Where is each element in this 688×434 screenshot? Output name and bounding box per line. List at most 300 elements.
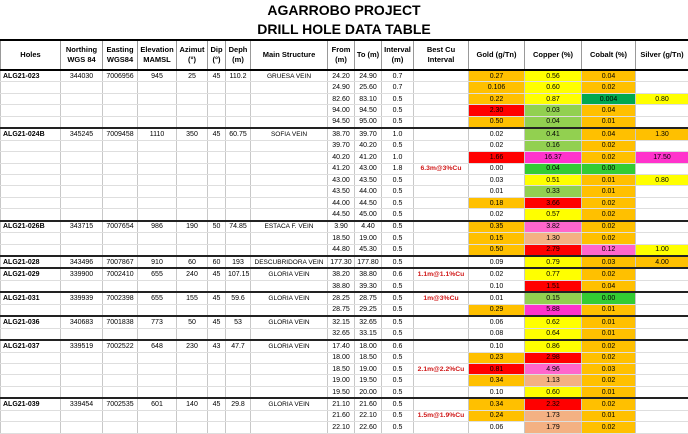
easting-cell: 7001838 — [103, 316, 138, 328]
easting-cell — [103, 280, 138, 292]
copper-cell: 0.77 — [525, 268, 582, 280]
best-interval-cell: 6.3m@3%Cu — [414, 163, 469, 174]
gold-cell: 0.02 — [469, 209, 525, 221]
azimut-cell: 60 — [177, 256, 208, 268]
hole-cell — [1, 244, 61, 256]
dip-cell — [208, 386, 226, 398]
silver-cell — [636, 105, 688, 116]
northing-cell — [61, 105, 103, 116]
elevation-cell — [138, 386, 177, 398]
interval-cell: 0.5 — [382, 209, 414, 221]
dip-cell: 60 — [208, 256, 226, 268]
cobalt-cell: 0.01 — [582, 316, 636, 328]
cobalt-cell: 0.00 — [582, 292, 636, 304]
to-cell: 177.80 — [355, 256, 382, 268]
cobalt-cell: 0.00 — [582, 163, 636, 174]
hole-cell — [1, 174, 61, 185]
gold-cell: 0.02 — [469, 268, 525, 280]
copper-cell: 1.73 — [525, 410, 582, 421]
best-interval-cell — [414, 93, 469, 104]
to-cell: 19.00 — [355, 363, 382, 374]
depth-cell — [226, 82, 251, 93]
table-row — [1, 163, 688, 174]
azimut-cell — [177, 410, 208, 421]
depth-cell — [226, 244, 251, 256]
best-interval-cell — [414, 233, 469, 244]
hole-cell — [1, 233, 61, 244]
gold-cell: 0.01 — [469, 186, 525, 197]
header-row — [1, 40, 688, 70]
best-interval-cell — [414, 116, 469, 128]
depth-cell — [226, 186, 251, 197]
cobalt-cell: 0.01 — [582, 328, 636, 340]
dip-cell — [208, 82, 226, 93]
project-title: AGARROBO PROJECT — [0, 2, 688, 18]
interval-cell: 0.5 — [382, 386, 414, 398]
copper-cell: 2.98 — [525, 352, 582, 363]
table-row — [1, 186, 688, 197]
hole-cell — [1, 197, 61, 208]
interval-cell: 0.7 — [382, 82, 414, 93]
silver-cell — [636, 70, 688, 82]
cobalt-cell: 0.02 — [582, 152, 636, 163]
structure-cell — [251, 233, 328, 244]
interval-cell: 0.5 — [382, 197, 414, 208]
azimut-cell: 140 — [177, 398, 208, 410]
dip-cell — [208, 304, 226, 316]
dip-cell — [208, 197, 226, 208]
interval-cell: 0.5 — [382, 244, 414, 256]
silver-cell — [636, 268, 688, 280]
northing-cell — [61, 186, 103, 197]
elevation-cell: 655 — [138, 292, 177, 304]
elevation-cell — [138, 328, 177, 340]
copper-cell: 0.15 — [525, 292, 582, 304]
structure-cell: GLORIA VEIN — [251, 398, 328, 410]
best-interval-cell: 1.5m@1.9%Cu — [414, 410, 469, 421]
copper-cell: 0.79 — [525, 256, 582, 268]
to-cell: 45.30 — [355, 244, 382, 256]
northing-cell — [61, 152, 103, 163]
gold-cell: 0.10 — [469, 340, 525, 352]
interval-cell: 0.5 — [382, 363, 414, 374]
silver-cell: 1.00 — [636, 244, 688, 256]
cobalt-cell: 0.02 — [582, 340, 636, 352]
to-cell: 39.30 — [355, 280, 382, 292]
header-from: From (m) — [328, 40, 355, 70]
from-cell: 22.10 — [328, 422, 355, 433]
northing-cell — [61, 163, 103, 174]
silver-cell — [636, 422, 688, 433]
easting-cell — [103, 244, 138, 256]
elevation-cell — [138, 105, 177, 116]
best-interval-cell — [414, 197, 469, 208]
depth-cell: 193 — [226, 256, 251, 268]
easting-cell — [103, 82, 138, 93]
header-azimut: Azimut (°) — [177, 40, 208, 70]
hole-cell — [1, 352, 61, 363]
copper-cell: 0.41 — [525, 128, 582, 140]
depth-cell — [226, 209, 251, 221]
elevation-cell — [138, 93, 177, 104]
silver-cell — [636, 116, 688, 128]
azimut-cell — [177, 105, 208, 116]
easting-cell — [103, 375, 138, 386]
drill-hole-table — [0, 39, 688, 434]
best-interval-cell — [414, 398, 469, 410]
copper-cell: 1.79 — [525, 422, 582, 433]
to-cell: 95.00 — [355, 116, 382, 128]
to-cell: 22.10 — [355, 410, 382, 421]
structure-cell: SOFIA VEIN — [251, 128, 328, 140]
silver-cell — [636, 363, 688, 374]
header-easting: Easting WGS84 — [103, 40, 138, 70]
easting-cell: 7007867 — [103, 256, 138, 268]
silver-cell — [636, 221, 688, 233]
hole-cell: ALG21-029 — [1, 268, 61, 280]
from-cell: 82.60 — [328, 93, 355, 104]
table-row — [1, 105, 688, 116]
azimut-cell: 50 — [177, 316, 208, 328]
easting-cell — [103, 140, 138, 151]
elevation-cell: 986 — [138, 221, 177, 233]
azimut-cell — [177, 82, 208, 93]
hole-cell — [1, 105, 61, 116]
copper-cell: 3.82 — [525, 221, 582, 233]
best-interval-cell — [414, 256, 469, 268]
best-interval-cell — [414, 152, 469, 163]
depth-cell: 29.8 — [226, 398, 251, 410]
azimut-cell — [177, 93, 208, 104]
easting-cell — [103, 105, 138, 116]
from-cell: 18.00 — [328, 352, 355, 363]
copper-cell: 0.56 — [525, 70, 582, 82]
gold-cell: 0.00 — [469, 163, 525, 174]
best-interval-cell — [414, 128, 469, 140]
table-row — [1, 268, 688, 280]
northing-cell: 344030 — [61, 70, 103, 82]
gold-cell: 0.15 — [469, 233, 525, 244]
copper-cell: 4.96 — [525, 363, 582, 374]
copper-cell: 0.87 — [525, 93, 582, 104]
interval-cell: 0.5 — [382, 328, 414, 340]
azimut-cell: 350 — [177, 128, 208, 140]
from-cell: 44.80 — [328, 244, 355, 256]
gold-cell: 0.06 — [469, 316, 525, 328]
to-cell: 45.00 — [355, 209, 382, 221]
from-cell: 38.80 — [328, 280, 355, 292]
interval-cell: 0.5 — [382, 256, 414, 268]
structure-cell — [251, 375, 328, 386]
northing-cell — [61, 422, 103, 433]
dip-cell — [208, 410, 226, 421]
depth-cell — [226, 140, 251, 151]
elevation-cell — [138, 410, 177, 421]
elevation-cell — [138, 163, 177, 174]
depth-cell: 107.15 — [226, 268, 251, 280]
from-cell: 32.15 — [328, 316, 355, 328]
elevation-cell — [138, 375, 177, 386]
gold-cell: 0.50 — [469, 244, 525, 256]
header-dip: Dip (°) — [208, 40, 226, 70]
depth-cell — [226, 163, 251, 174]
depth-cell — [226, 328, 251, 340]
easting-cell — [103, 152, 138, 163]
easting-cell — [103, 93, 138, 104]
table-row — [1, 93, 688, 104]
copper-cell: 0.16 — [525, 140, 582, 151]
silver-cell — [636, 375, 688, 386]
table-row — [1, 70, 688, 82]
elevation-cell — [138, 186, 177, 197]
silver-cell — [636, 386, 688, 398]
depth-cell — [226, 105, 251, 116]
azimut-cell — [177, 163, 208, 174]
interval-cell: 0.5 — [382, 174, 414, 185]
structure-cell — [251, 280, 328, 292]
copper-cell: 0.57 — [525, 209, 582, 221]
cobalt-cell: 0.04 — [582, 70, 636, 82]
structure-cell — [251, 352, 328, 363]
interval-cell: 0.5 — [382, 93, 414, 104]
header-cobalt: Cobalt (%) — [582, 40, 636, 70]
best-interval-cell — [414, 352, 469, 363]
northing-cell — [61, 116, 103, 128]
easting-cell: 7009458 — [103, 128, 138, 140]
easting-cell: 7007654 — [103, 221, 138, 233]
azimut-cell — [177, 244, 208, 256]
to-cell: 43.50 — [355, 174, 382, 185]
table-row — [1, 233, 688, 244]
elevation-cell — [138, 244, 177, 256]
easting-cell — [103, 197, 138, 208]
dip-cell — [208, 209, 226, 221]
azimut-cell: 155 — [177, 292, 208, 304]
dip-cell — [208, 174, 226, 185]
elevation-cell: 945 — [138, 70, 177, 82]
elevation-cell — [138, 209, 177, 221]
structure-cell — [251, 163, 328, 174]
gold-cell: 0.24 — [469, 410, 525, 421]
table-row — [1, 304, 688, 316]
gold-cell: 0.10 — [469, 386, 525, 398]
structure-cell — [251, 304, 328, 316]
interval-cell: 0.5 — [382, 233, 414, 244]
cobalt-cell: 0.01 — [582, 186, 636, 197]
gold-cell: 0.09 — [469, 256, 525, 268]
azimut-cell — [177, 140, 208, 151]
northing-cell — [61, 304, 103, 316]
dip-cell — [208, 328, 226, 340]
azimut-cell — [177, 363, 208, 374]
from-cell: 39.70 — [328, 140, 355, 151]
azimut-cell — [177, 186, 208, 197]
silver-cell — [636, 340, 688, 352]
dip-cell — [208, 163, 226, 174]
table-row — [1, 398, 688, 410]
table-row — [1, 256, 688, 268]
cobalt-cell: 0.02 — [582, 352, 636, 363]
best-interval-cell — [414, 82, 469, 93]
from-cell: 28.25 — [328, 292, 355, 304]
easting-cell — [103, 233, 138, 244]
hole-cell: ALG21-028 — [1, 256, 61, 268]
azimut-cell — [177, 209, 208, 221]
header-elevation: Elevation MAMSL — [138, 40, 177, 70]
copper-cell: 2.32 — [525, 398, 582, 410]
azimut-cell — [177, 152, 208, 163]
to-cell: 18.00 — [355, 340, 382, 352]
from-cell: 18.50 — [328, 363, 355, 374]
depth-cell — [226, 197, 251, 208]
silver-cell — [636, 352, 688, 363]
cobalt-cell: 0.04 — [582, 128, 636, 140]
silver-cell — [636, 82, 688, 93]
depth-cell: 110.2 — [226, 70, 251, 82]
hole-cell — [1, 209, 61, 221]
header-copper: Copper (%) — [525, 40, 582, 70]
hole-cell — [1, 410, 61, 421]
copper-cell: 1.51 — [525, 280, 582, 292]
table-row — [1, 152, 688, 163]
copper-cell: 16.37 — [525, 152, 582, 163]
dip-cell — [208, 93, 226, 104]
hole-cell — [1, 375, 61, 386]
table-row — [1, 197, 688, 208]
best-interval-cell — [414, 340, 469, 352]
structure-cell — [251, 386, 328, 398]
dip-cell — [208, 363, 226, 374]
hole-cell: ALG21-023 — [1, 70, 61, 82]
depth-cell — [226, 422, 251, 433]
northing-cell: 339454 — [61, 398, 103, 410]
structure-cell — [251, 116, 328, 128]
best-interval-cell: 2.1m@2.2%Cu — [414, 363, 469, 374]
northing-cell — [61, 410, 103, 421]
gold-cell: 2.30 — [469, 105, 525, 116]
to-cell: 29.25 — [355, 304, 382, 316]
header-silver: Silver (g/Tn) — [636, 40, 688, 70]
azimut-cell — [177, 174, 208, 185]
hole-cell: ALG21-026B — [1, 221, 61, 233]
depth-cell — [226, 304, 251, 316]
cobalt-cell: 0.12 — [582, 244, 636, 256]
silver-cell — [636, 140, 688, 151]
header-holes: Holes — [1, 40, 61, 70]
depth-cell: 53 — [226, 316, 251, 328]
northing-cell: 339939 — [61, 292, 103, 304]
from-cell: 19.50 — [328, 386, 355, 398]
gold-cell: 0.22 — [469, 93, 525, 104]
from-cell: 19.00 — [328, 375, 355, 386]
copper-cell: 0.86 — [525, 340, 582, 352]
hole-cell: ALG21-036 — [1, 316, 61, 328]
best-interval-cell — [414, 174, 469, 185]
silver-cell — [636, 316, 688, 328]
best-interval-cell — [414, 221, 469, 233]
elevation-cell — [138, 233, 177, 244]
gold-cell: 0.06 — [469, 422, 525, 433]
gold-cell: 0.34 — [469, 398, 525, 410]
to-cell: 33.15 — [355, 328, 382, 340]
structure-cell: DESCUBRIDORA VEIN — [251, 256, 328, 268]
dip-cell — [208, 105, 226, 116]
azimut-cell — [177, 116, 208, 128]
copper-cell: 3.66 — [525, 197, 582, 208]
structure-cell — [251, 105, 328, 116]
hole-cell: ALG21-039 — [1, 398, 61, 410]
best-interval-cell — [414, 140, 469, 151]
easting-cell: 7006956 — [103, 70, 138, 82]
table-row — [1, 352, 688, 363]
structure-cell — [251, 186, 328, 197]
gold-cell: 1.66 — [469, 152, 525, 163]
best-interval-cell — [414, 304, 469, 316]
elevation-cell: 601 — [138, 398, 177, 410]
structure-cell: GLORIA VEIN — [251, 292, 328, 304]
to-cell: 24.90 — [355, 70, 382, 82]
header-structure: Main Structure — [251, 40, 328, 70]
cobalt-cell: 0.01 — [582, 304, 636, 316]
structure-cell — [251, 244, 328, 256]
azimut-cell — [177, 375, 208, 386]
azimut-cell — [177, 233, 208, 244]
easting-cell — [103, 186, 138, 197]
copper-cell: 1.30 — [525, 233, 582, 244]
gold-cell: 0.106 — [469, 82, 525, 93]
best-interval-cell — [414, 244, 469, 256]
northing-cell — [61, 280, 103, 292]
structure-cell: GRUESA VEIN — [251, 70, 328, 82]
best-interval-cell — [414, 422, 469, 433]
cobalt-cell: 0.01 — [582, 174, 636, 185]
elevation-cell: 910 — [138, 256, 177, 268]
depth-cell — [226, 352, 251, 363]
dip-cell: 45 — [208, 398, 226, 410]
azimut-cell — [177, 352, 208, 363]
copper-cell: 5.88 — [525, 304, 582, 316]
azimut-cell — [177, 197, 208, 208]
elevation-cell — [138, 280, 177, 292]
from-cell: 38.20 — [328, 268, 355, 280]
copper-cell: 0.60 — [525, 386, 582, 398]
from-cell: 17.40 — [328, 340, 355, 352]
northing-cell — [61, 197, 103, 208]
depth-cell: 74.85 — [226, 221, 251, 233]
gold-cell: 0.01 — [469, 292, 525, 304]
hole-cell — [1, 422, 61, 433]
cobalt-cell: 0.02 — [582, 209, 636, 221]
best-interval-cell — [414, 386, 469, 398]
cobalt-cell: 0.01 — [582, 386, 636, 398]
silver-cell — [636, 280, 688, 292]
best-interval-cell — [414, 186, 469, 197]
silver-cell: 1.30 — [636, 128, 688, 140]
table-row — [1, 116, 688, 128]
from-cell: 94.00 — [328, 105, 355, 116]
easting-cell — [103, 363, 138, 374]
interval-cell: 0.5 — [382, 375, 414, 386]
table-row — [1, 280, 688, 292]
elevation-cell — [138, 174, 177, 185]
azimut-cell: 25 — [177, 70, 208, 82]
gold-cell: 0.23 — [469, 352, 525, 363]
silver-cell — [636, 304, 688, 316]
depth-cell — [226, 116, 251, 128]
table-body — [1, 70, 688, 433]
depth-cell — [226, 363, 251, 374]
structure-cell — [251, 197, 328, 208]
